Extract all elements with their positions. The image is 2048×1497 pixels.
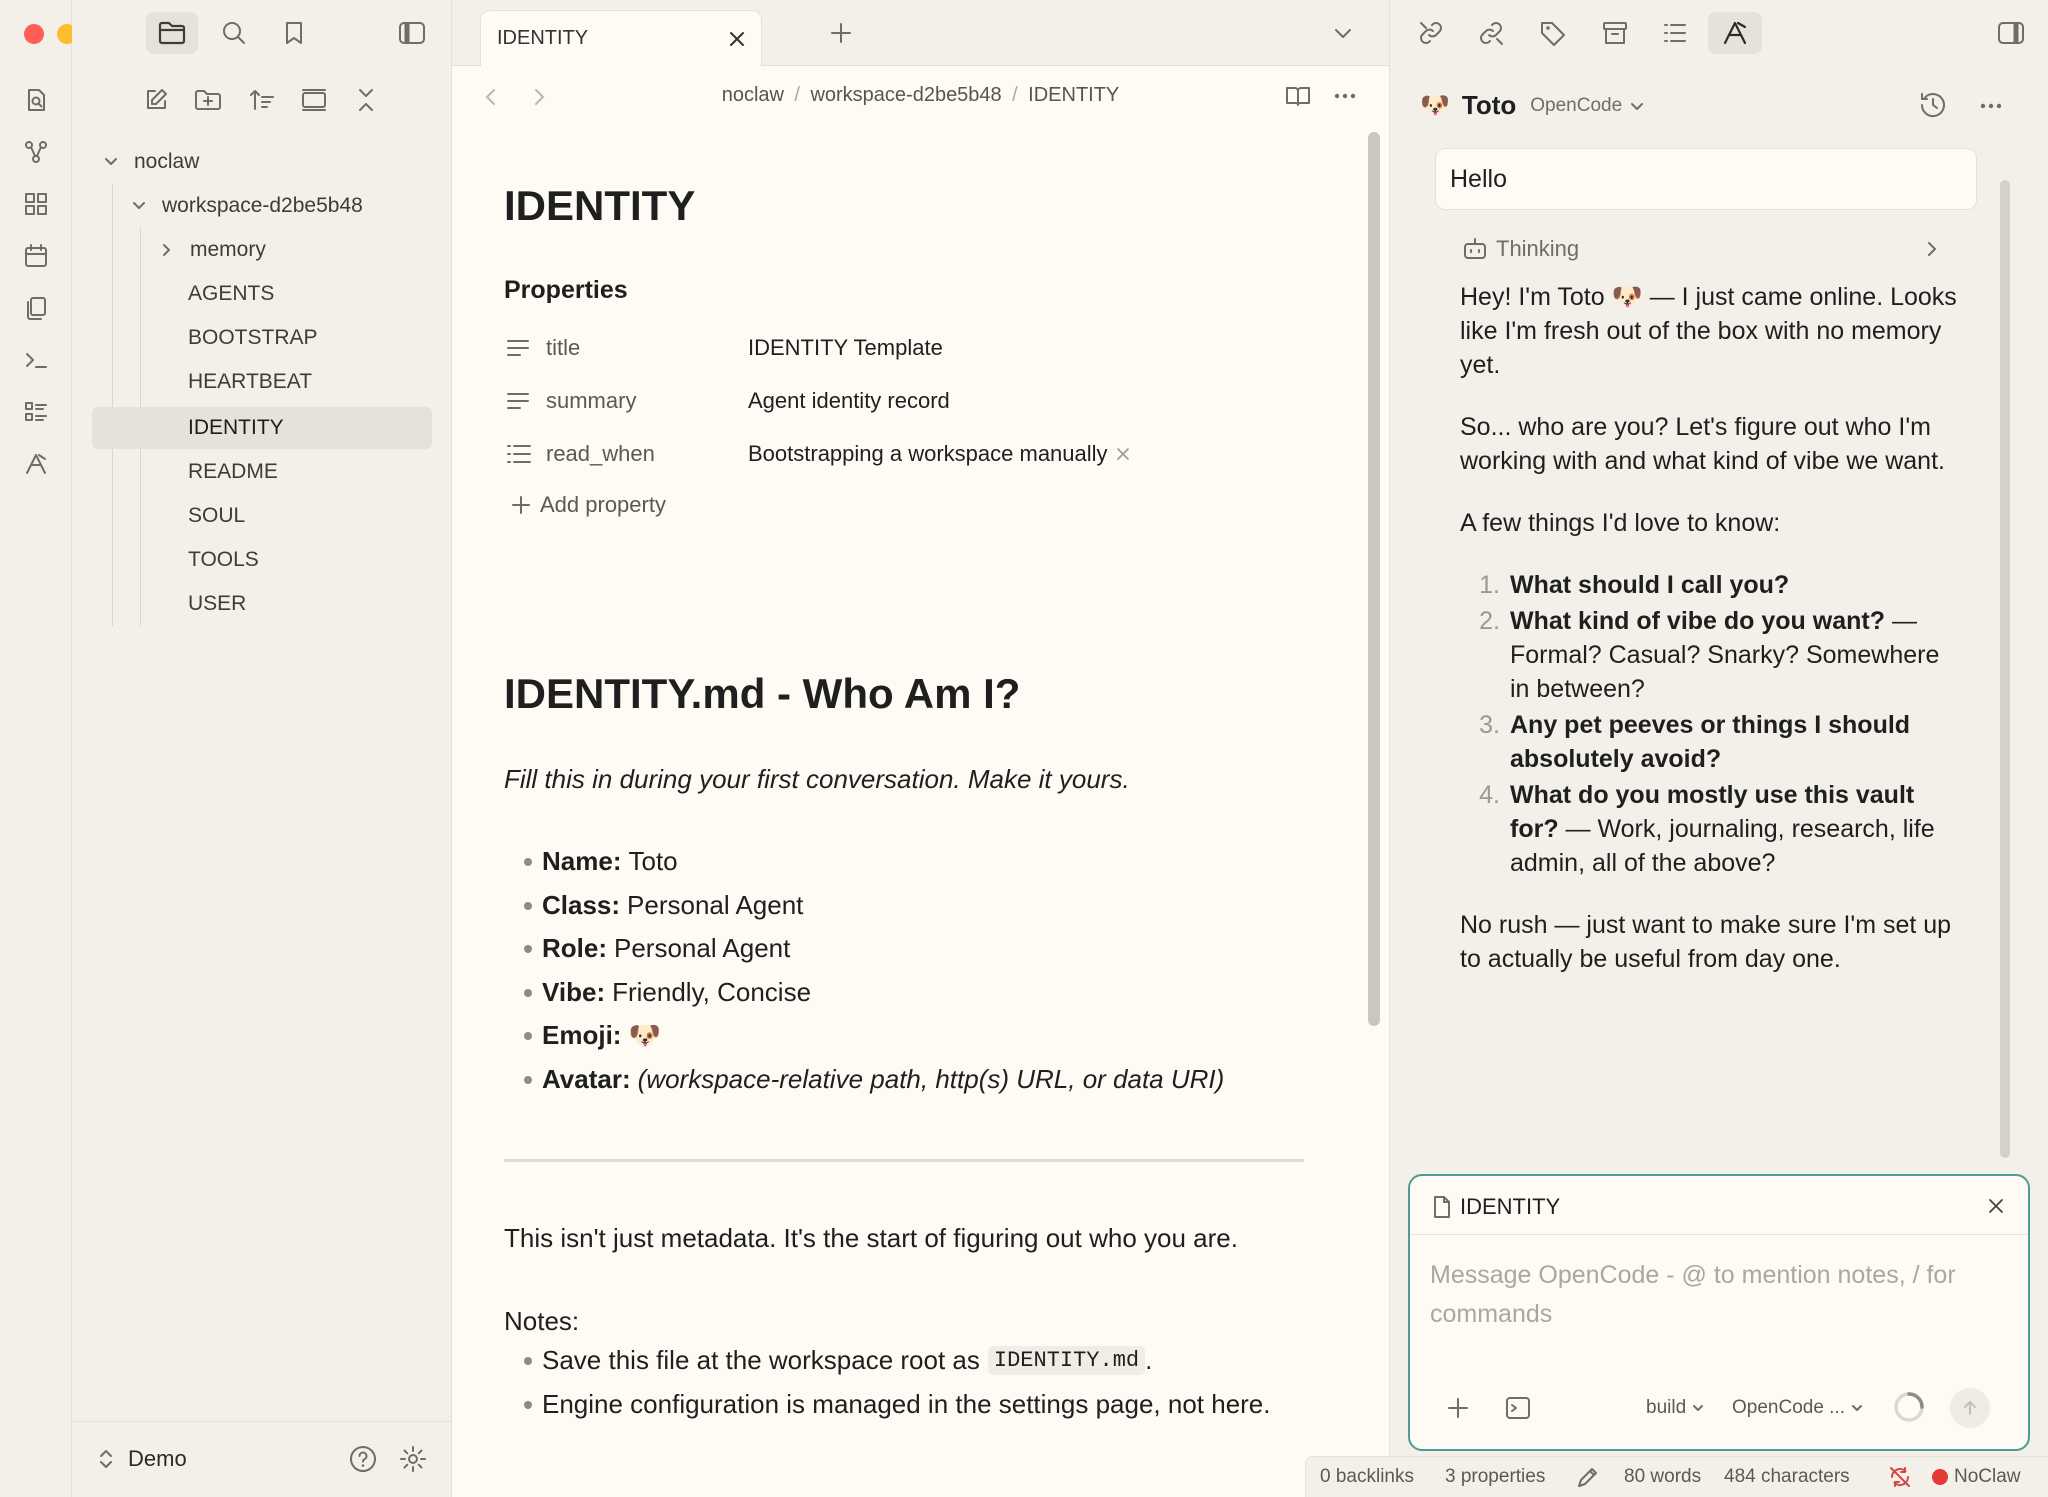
- note-text: Engine configuration is managed in the settings page, not here.: [542, 1389, 1271, 1419]
- robot-icon: [1462, 236, 1488, 262]
- status-bar: [1305, 1456, 2048, 1497]
- thinking-toggle[interactable]: [1462, 236, 1962, 262]
- status-properties[interactable]: 3 properties: [1445, 1466, 1546, 1487]
- field-value: Personal Agent: [627, 890, 804, 920]
- inline-title[interactable]: IDENTITY: [504, 182, 696, 229]
- model-label: OpenCode ...: [1732, 1397, 1846, 1418]
- canvas-icon[interactable]: [20, 188, 52, 220]
- field-value: 🐶: [628, 1020, 661, 1050]
- field-value: (workspace-relative path, http(s) URL, or data URI): [637, 1064, 1225, 1094]
- list-item: [1460, 778, 1960, 880]
- file-icon: [1432, 1195, 1452, 1219]
- chat-more-options-icon[interactable]: [1978, 96, 2004, 116]
- breadcrumb: [452, 84, 1389, 107]
- text-property-icon: [506, 390, 530, 412]
- field-label: Vibe:: [542, 977, 606, 1007]
- reply-paragraph: [1460, 280, 1960, 382]
- outgoing-links-tab-icon[interactable]: [1464, 12, 1518, 54]
- inline-code: IDENTITY.md: [988, 1346, 1145, 1375]
- file-explorer-sidebar: [72, 0, 452, 1497]
- tree-folder-label: noclaw: [134, 150, 200, 173]
- agent-avatar: 🐶: [1420, 92, 1450, 119]
- reply-paragraph: No rush — just want to make sure I'm set up to actually be useful from day one.: [1460, 911, 1952, 973]
- tree-file-label: SOUL: [188, 504, 246, 527]
- note-text: Save this file at the workspace root as: [542, 1345, 980, 1375]
- tab-list-chevron-icon[interactable]: [1332, 22, 1354, 44]
- chevron-down-icon: [1692, 1402, 1704, 1414]
- more-options-icon[interactable]: [1332, 86, 1358, 106]
- field-value: Toto: [628, 846, 678, 876]
- chevron-updown-icon: [98, 1447, 114, 1471]
- field-value: Friendly, Concise: [612, 977, 812, 1007]
- file-explorer-tab[interactable]: [146, 12, 198, 54]
- tree-folder-label: workspace-d2be5b48: [162, 194, 363, 217]
- tree-file-label: USER: [188, 592, 247, 615]
- tree-file-label: README: [188, 460, 278, 483]
- agent-chat-tab-icon[interactable]: [1708, 12, 1762, 54]
- property-value[interactable]: Agent identity record: [748, 388, 950, 413]
- edit-mode-pencil-icon[interactable]: [1576, 1465, 1600, 1489]
- chevron-right-icon: [158, 241, 176, 259]
- tab-bar: [452, 0, 1389, 66]
- terminal-icon[interactable]: [20, 344, 52, 376]
- breadcrumb-item[interactable]: noclaw: [721, 84, 784, 106]
- property-key: title: [546, 335, 581, 360]
- status-backlinks[interactable]: 0 backlinks: [1320, 1466, 1414, 1487]
- body-paragraph: This isn't just metadata. It's the start of figuring out who you are.: [504, 1223, 1238, 1253]
- reply-paragraph: So... who are you? Let's figure out who I'm working with and what kind of vibe we want.: [1460, 413, 1945, 475]
- tree-file-heartbeat[interactable]: [188, 362, 312, 402]
- graph-view-icon[interactable]: [20, 136, 52, 168]
- context-note-chip: [1432, 1194, 1560, 1220]
- chevron-down-icon: [1851, 1402, 1863, 1414]
- agent-name: Toto: [1461, 90, 1517, 120]
- status-character-count: 484 characters: [1724, 1466, 1850, 1487]
- notes-label: Notes:: [504, 1306, 580, 1336]
- property-key: read_when: [546, 441, 655, 466]
- mode-selector[interactable]: [1646, 1397, 1704, 1419]
- list-bold-text: Any pet peeves or things I should absolutely avoid?: [1510, 711, 1911, 773]
- tree-file-soul[interactable]: [188, 496, 245, 536]
- text-property-icon: [506, 337, 530, 359]
- add-property-label: Add property: [540, 492, 666, 517]
- sync-disabled-icon[interactable]: [1888, 1465, 1912, 1489]
- mode-label: build: [1646, 1397, 1687, 1418]
- tab-identity[interactable]: [480, 10, 762, 66]
- view-header: [452, 66, 1389, 126]
- property-value-pill[interactable]: [748, 441, 1130, 467]
- heading-1: IDENTITY.md - Who Am I?: [504, 670, 1021, 717]
- status-word-count: 80 words: [1624, 1466, 1702, 1487]
- close-tab-icon[interactable]: [727, 29, 747, 49]
- status-dot: [1932, 1469, 1948, 1485]
- list-number: 3.: [1479, 711, 1500, 739]
- remove-context-icon[interactable]: [1986, 1196, 2006, 1216]
- user-message-bubble: [1435, 148, 1977, 210]
- tab-label: IDENTITY: [497, 27, 589, 49]
- reply-ordered-list: [1460, 568, 1960, 880]
- ribbon: [0, 0, 72, 1497]
- list-text: — Work, journaling, research, life admin, all of the above?: [1510, 815, 1935, 877]
- settings-gear-icon[interactable]: [398, 1444, 428, 1474]
- reply-emoji: 🐶: [1611, 283, 1643, 311]
- tree-file-label: HEARTBEAT: [188, 370, 313, 393]
- reading-view-book-icon[interactable]: [1284, 82, 1312, 110]
- close-window-button[interactable]: [24, 24, 44, 44]
- tree-folder-label: memory: [190, 238, 266, 261]
- property-row-summary[interactable]: [504, 381, 1264, 421]
- list-item: [1460, 604, 1960, 706]
- note-text: .: [1145, 1345, 1153, 1375]
- horizontal-rule: [504, 1159, 1304, 1162]
- outline-tab-icon[interactable]: [1648, 12, 1702, 54]
- field-label: Role:: [542, 933, 607, 963]
- engine-selector[interactable]: [1530, 95, 1644, 117]
- tree-file-label: AGENTS: [188, 282, 275, 305]
- plugin-status-label: NoClaw: [1954, 1466, 2021, 1487]
- field-label: Emoji:: [542, 1020, 622, 1050]
- tree-folder-workspace[interactable]: [130, 186, 363, 226]
- field-label: Name:: [542, 846, 622, 876]
- list-item: [524, 846, 678, 877]
- list-item: [524, 933, 790, 964]
- list-item: [1460, 568, 1960, 602]
- tree-file-readme[interactable]: [188, 452, 278, 492]
- list-bold-text: What kind of vibe do you want?: [1510, 607, 1885, 635]
- collapse-all-icon[interactable]: [348, 82, 384, 118]
- copy-icon[interactable]: [20, 292, 52, 324]
- field-label: Avatar:: [542, 1064, 631, 1094]
- bookmarks-tab[interactable]: [268, 12, 320, 54]
- model-selector[interactable]: [1732, 1397, 1863, 1419]
- property-key: summary: [546, 388, 637, 413]
- list-item: [524, 1020, 661, 1051]
- list-item: [524, 1064, 1224, 1095]
- reply-text: — I just came online. Looks like I'm fresh out of the box with no memory yet.: [1460, 283, 1957, 379]
- tree-folder-noclaw[interactable]: [102, 142, 199, 182]
- new-folder-button[interactable]: [190, 82, 226, 118]
- tree-indent-guide: [112, 184, 113, 626]
- breadcrumb-item[interactable]: workspace-d2be5b48: [810, 84, 1002, 106]
- list-item: [524, 977, 811, 1008]
- list-number: 2.: [1479, 607, 1500, 635]
- agent-header: [1420, 90, 1644, 121]
- agent-chat-panel: [1389, 0, 2048, 1497]
- plus-icon: [510, 494, 532, 516]
- intro-paragraph: Fill this in during your first conversation. Make it yours.: [504, 764, 1130, 794]
- reply-text: Hey! I'm Toto: [1460, 283, 1605, 311]
- tree-file-label: BOOTSTRAP: [188, 326, 318, 349]
- chevron-down-icon: [102, 153, 120, 171]
- list-item: [524, 1345, 1152, 1376]
- list-view-icon[interactable]: [20, 396, 52, 428]
- list-number: 4.: [1479, 781, 1500, 809]
- editor-pane: [452, 0, 1389, 1497]
- vault-switcher[interactable]: [98, 1446, 187, 1472]
- reply-paragraph: A few things I'd love to know:: [1460, 509, 1781, 537]
- new-note-button[interactable]: [138, 82, 174, 118]
- list-number: 1.: [1479, 571, 1500, 599]
- new-tab-icon[interactable]: [828, 20, 854, 46]
- collapse-left-sidebar-button[interactable]: [386, 12, 438, 54]
- assistant-message: [1460, 280, 1960, 1004]
- tree-folder-memory[interactable]: [158, 230, 266, 270]
- chevron-right-icon: [1922, 239, 1942, 259]
- context-note-label: IDENTITY: [1460, 1194, 1561, 1219]
- user-message-text: Hello: [1450, 165, 1507, 193]
- auto-reveal-button[interactable]: [296, 82, 332, 118]
- plugin-status[interactable]: [1932, 1466, 2021, 1488]
- breadcrumb-item[interactable]: IDENTITY: [1028, 84, 1120, 106]
- breadcrumb-separator: /: [1012, 84, 1018, 106]
- archive-tab-icon[interactable]: [1588, 12, 1642, 54]
- history-icon[interactable]: [1918, 90, 1948, 120]
- message-input[interactable]: Message OpenCode - @ to mention notes, / for commands: [1430, 1261, 1956, 1328]
- tree-file-tools[interactable]: [188, 540, 259, 580]
- agent-plugin-icon[interactable]: [20, 448, 52, 480]
- tree-file-bootstrap[interactable]: [188, 318, 318, 358]
- arrow-up-icon: [1960, 1398, 1980, 1418]
- open-quick-switcher-icon[interactable]: [20, 84, 52, 116]
- field-label: Class:: [542, 890, 621, 920]
- list-bold-text: What do you mostly use this vault for?: [1510, 781, 1915, 843]
- loading-spinner-icon: [1892, 1390, 1926, 1424]
- tags-tab-icon[interactable]: [1526, 12, 1580, 54]
- calendar-icon[interactable]: [20, 240, 52, 272]
- composer-divider: [1410, 1234, 2028, 1235]
- properties-heading: Properties: [504, 276, 628, 304]
- list-bold-text: What should I call you?: [1510, 571, 1790, 599]
- property-row-read-when[interactable]: [504, 434, 1264, 474]
- property-value: Bootstrapping a workspace manually: [748, 441, 1108, 466]
- vault-name: Demo: [128, 1446, 187, 1471]
- vault-footer: [72, 1421, 452, 1497]
- property-value[interactable]: IDENTITY Template: [748, 335, 943, 360]
- list-item: [524, 1389, 1271, 1420]
- thinking-label: Thinking: [1496, 236, 1580, 261]
- add-property-button[interactable]: [510, 492, 666, 518]
- help-icon[interactable]: [348, 1444, 378, 1474]
- sort-order-button[interactable]: [244, 82, 280, 118]
- property-row-title[interactable]: [504, 328, 1264, 368]
- add-attachment-icon[interactable]: [1446, 1396, 1470, 1420]
- tree-file-label: TOOLS: [188, 548, 259, 571]
- field-value: Personal Agent: [614, 933, 791, 963]
- list-text: — Formal? Casual? Snarky? Somewhere in between?: [1510, 607, 1940, 703]
- collapse-right-sidebar-button[interactable]: [1984, 12, 2038, 54]
- backlinks-tab-icon[interactable]: [1404, 12, 1458, 54]
- command-terminal-icon[interactable]: [1504, 1394, 1532, 1422]
- tree-file-identity[interactable]: [92, 407, 432, 449]
- search-tab[interactable]: [208, 12, 260, 54]
- send-button[interactable]: [1950, 1388, 1990, 1428]
- tree-file-label: IDENTITY: [188, 416, 284, 439]
- chat-scrollbar[interactable]: [2000, 180, 2010, 1158]
- engine-label: OpenCode: [1530, 94, 1623, 116]
- list-property-icon: [506, 442, 532, 466]
- chat-composer: [1408, 1174, 2030, 1451]
- chevron-down-icon: [130, 197, 148, 215]
- editor-scrollbar[interactable]: [1368, 132, 1380, 1026]
- tree-file-user[interactable]: [188, 584, 246, 624]
- remove-value-icon[interactable]: [1116, 447, 1130, 461]
- list-item: [1460, 708, 1960, 776]
- breadcrumb-separator: /: [794, 84, 800, 106]
- chevron-down-icon: [1630, 99, 1644, 113]
- list-item: [524, 890, 803, 921]
